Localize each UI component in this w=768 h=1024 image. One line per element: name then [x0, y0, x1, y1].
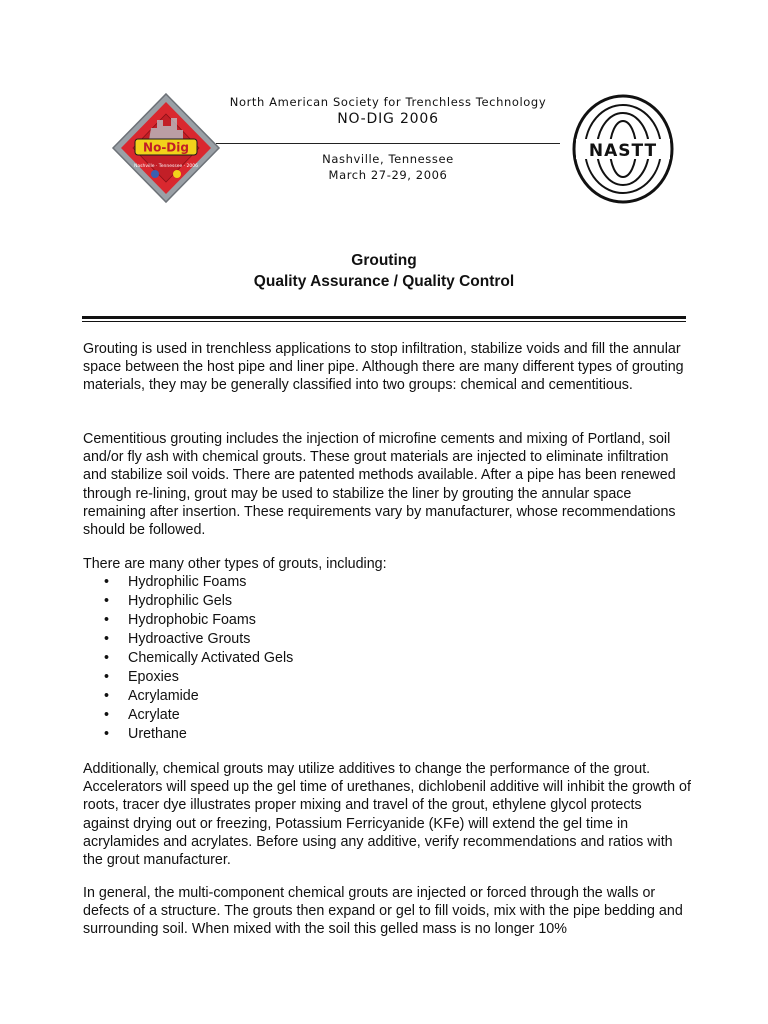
- list-item: • Hydrophobic Foams: [83, 611, 583, 630]
- no-dig-logo-ring-text: Nashville · Tennessee · 2006: [134, 164, 198, 169]
- event-name: NO-DIG 2006: [337, 111, 439, 127]
- nastt-logo-text: NASTT: [588, 141, 658, 161]
- nastt-logo: [572, 94, 674, 204]
- event-date: March 27-29, 2006: [328, 168, 448, 182]
- paragraph-injection: In general, the multi-component chemical grouts are injected or forced through the walls or defects of a structure. The grouts then expand or gel to fill voids, mix with the pipe bedding and surrounding soil. When mixed with the soil this gelled mass is no longer 10%: [83, 885, 683, 938]
- list-item: • Hydrophilic Foams: [83, 573, 583, 592]
- paragraph-grout-types-intro: There are many other types of grouts, including:: [83, 556, 387, 572]
- list-item: • Hydroactive Grouts: [83, 630, 583, 649]
- paragraph-intro: Grouting is used in trenchless applications to stop infiltration, stabilize voids and fill the annular space between the host pipe and liner pipe. Although there are many different types of grouting materials, they may be generally classified into two groups: chemical and cementitious.: [83, 341, 684, 394]
- list-item: • Acrylamide: [83, 687, 583, 706]
- list-item: • Acrylate: [83, 706, 583, 725]
- list-item: • Epoxies: [83, 668, 583, 687]
- paragraph-additives: Additionally, chemical grouts may utilize additives to change the performance of the grout. Accelerators will speed up the gel time of urethanes, dichlobenil additive will inhibit the growth of roots, tracer dye illustrates proper mixing and travel of the grout, ethylene glycol protects against drying out or freezing, Potassium Ferricyanide (KFe) will extend the gel time in acrylamides and acrylates. Before using any additive, verify recommendations and ratios with the grout manufacturer.: [83, 761, 691, 869]
- grout-types-list: [83, 573, 583, 744]
- header-divider: [216, 143, 560, 144]
- paragraph-cementitious: Cementitious grouting includes the injection of microfine cements and mixing of Portland, soil and/or fly ash with chemical grouts. These grout materials are injected to eliminate infiltration and stabilize soil voids. There are patented methods available. After a pipe has been renewed through re-lining, grout may be used to stabilize the liner by grouting the annular space remaining after insertion. These requirements vary by manufacturer, whose recommendations should be followed.: [83, 431, 676, 539]
- title-divider-thin: [82, 321, 686, 322]
- list-item: • Chemically Activated Gels: [83, 649, 583, 668]
- no-dig-logo-text: No-Dig: [143, 140, 189, 155]
- document-subtitle: Quality Assurance / Quality Control: [253, 273, 515, 290]
- document-title: Grouting: [351, 252, 417, 269]
- no-dig-logo: [111, 92, 221, 204]
- list-item: • Urethane: [83, 725, 583, 744]
- title-divider-thick: [82, 316, 686, 319]
- event-location: Nashville, Tennessee: [322, 152, 454, 166]
- list-item: • Hydrophilic Gels: [83, 592, 583, 611]
- society-name: North American Society for Trenchless Technology: [229, 95, 547, 109]
